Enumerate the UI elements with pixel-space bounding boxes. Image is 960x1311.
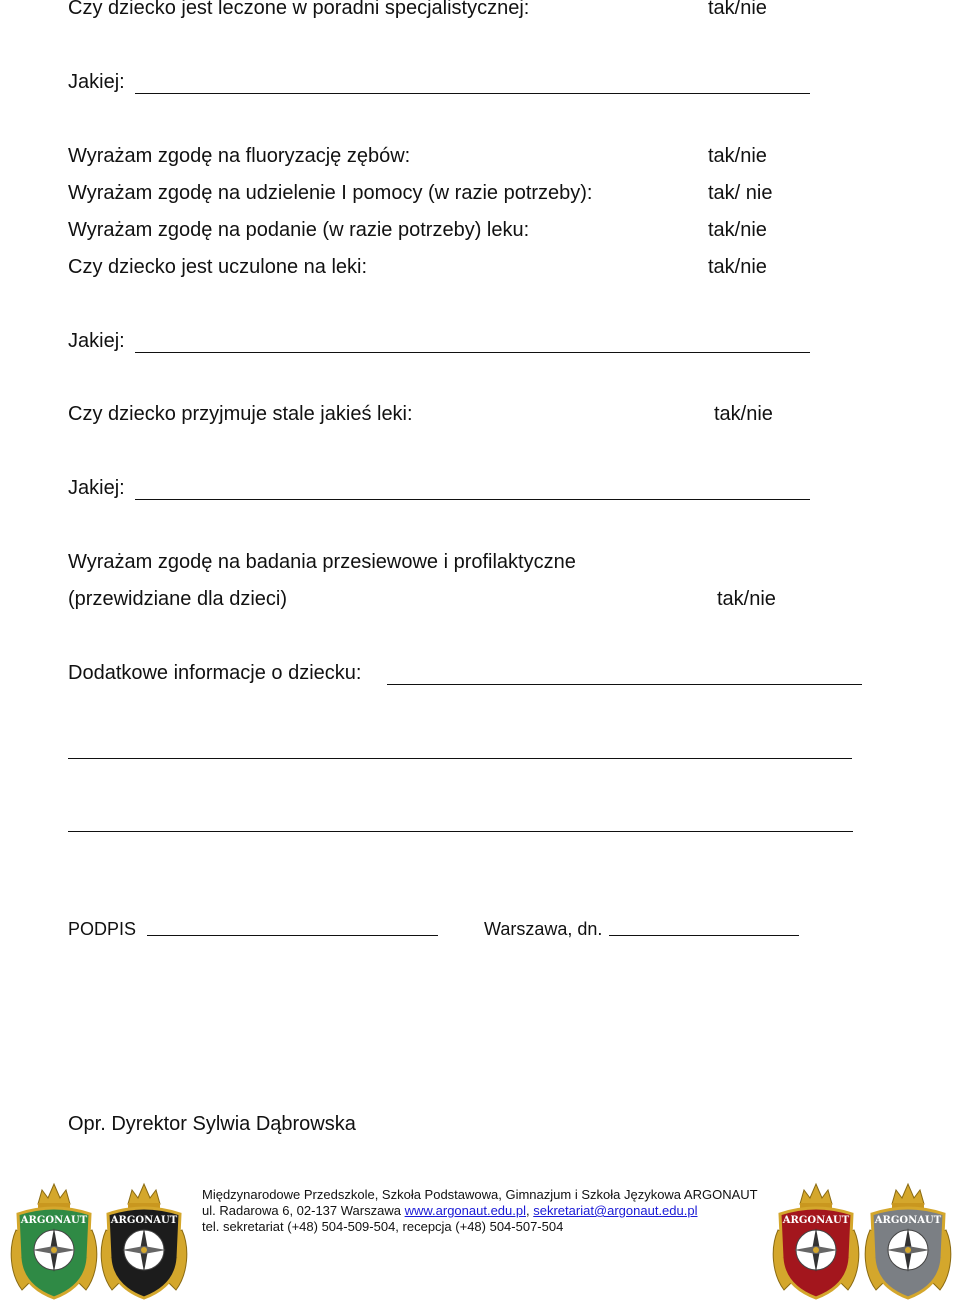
website-link[interactable]: www.argonaut.edu.pl [404,1203,526,1218]
logo-text: ARGONAUT [782,1215,850,1226]
argonaut-crest-logo-black [98,1178,190,1304]
question-fluoride: Wyrażam zgodę na fluoryzację zębów: [68,145,411,167]
additional-info-label: Dodatkowe informacje o dziecku: [68,662,362,684]
footer-school-name: Międzynarodowe Przedszkole, Szkoła Podstawowa, Gimnazjum i Szkoła Językowa ARGONAUT [202,1187,758,1202]
argonaut-crest-logo-gray [862,1178,954,1304]
answer-fluoride[interactable]: tak/nie [708,145,767,167]
signature-field[interactable] [147,935,438,936]
which-field-1[interactable] [135,93,810,94]
additional-info-field-1[interactable] [387,684,862,685]
which-label-1: Jakiej: [68,71,125,93]
crown-icon [892,1184,924,1209]
answer-specialist-clinic[interactable]: tak/nie [708,0,767,19]
question-first-aid: Wyrażam zgodę na udzielenie I pomocy (w razie potrzeby): [68,182,593,204]
question-medicine: Wyrażam zgodę na podanie (w razie potrzeby) leku: [68,219,530,241]
footer-separator: , [526,1203,534,1218]
question-screening-line2: (przewidziane dla dzieci) [68,588,287,610]
question-specialist-clinic: Czy dziecko jest leczone w poradni specjalistycznej: [68,0,530,19]
argonaut-crest-logo-green [8,1178,100,1304]
argonaut-crest-logo-red [770,1178,862,1304]
date-field[interactable] [609,935,799,936]
which-label-3: Jakiej: [68,477,125,499]
director-credit: Opr. Dyrektor Sylwia Dąbrowska [68,1113,356,1135]
which-field-3[interactable] [135,499,810,500]
additional-info-field-2[interactable] [68,758,852,759]
logo-text: ARGONAUT [110,1215,178,1226]
footer-address-line [202,1203,697,1218]
additional-info-field-3[interactable] [68,831,853,832]
question-regular-meds: Czy dziecko przyjmuje stale jakieś leki: [68,403,413,425]
email-link[interactable]: sekretariat@argonaut.edu.pl [533,1203,698,1218]
city-date-label: Warszawa, dn. [484,919,603,939]
which-label-2: Jakiej: [68,330,125,352]
answer-allergy[interactable]: tak/nie [708,256,767,278]
crown-icon [128,1184,160,1209]
crown-icon [38,1184,70,1209]
question-screening-line1: Wyrażam zgodę na badania przesiewowe i profilaktyczne [68,551,576,573]
question-allergy: Czy dziecko jest uczulone na leki: [68,256,368,278]
footer-phones: tel. sekretariat (+48) 504-509-504, recepcja (+48) 504-507-504 [202,1219,564,1234]
answer-medicine[interactable]: tak/nie [708,219,767,241]
answer-first-aid[interactable]: tak/ nie [708,182,773,204]
logo-text: ARGONAUT [20,1215,88,1226]
signature-label: PODPIS [68,919,137,939]
crown-icon [800,1184,832,1209]
answer-regular-meds[interactable]: tak/nie [714,403,773,425]
logo-text: ARGONAUT [874,1215,942,1226]
which-field-2[interactable] [135,352,810,353]
answer-screening[interactable]: tak/nie [717,588,776,610]
footer-address: ul. Radarowa 6, 02-137 Warszawa [202,1203,401,1218]
